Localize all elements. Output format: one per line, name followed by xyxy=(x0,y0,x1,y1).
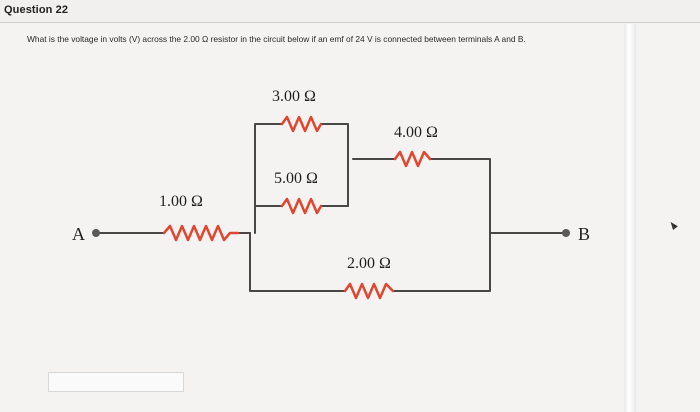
screen-glare-bar xyxy=(624,24,636,412)
question-title: Question 22 xyxy=(4,4,69,16)
terminal-a-dot xyxy=(92,229,100,237)
answer-input[interactable] xyxy=(48,372,184,392)
question-prompt: What is the voltage in volts (V) across the 2.00 Ω resistor in the circuit below if an emf of 24 V is connected between terminals A and B. xyxy=(27,34,526,44)
resistor-r4 xyxy=(395,152,430,166)
resistor-r3-label: 3.00 Ω xyxy=(272,88,316,105)
resistor-r1-label: 1.00 Ω xyxy=(159,193,203,210)
resistor-r1 xyxy=(164,226,238,240)
terminal-b-label: B xyxy=(578,224,591,244)
wire-lower-right xyxy=(393,159,490,291)
resistor-r5-label: 5.00 Ω xyxy=(274,170,318,187)
wire-lower-left xyxy=(250,233,345,291)
resistor-r5 xyxy=(282,199,321,213)
resistor-r2-label: 2.00 Ω xyxy=(347,255,391,272)
resistor-r3 xyxy=(282,117,321,131)
resistor-r4-label: 4.00 Ω xyxy=(394,124,438,141)
resistor-r2 xyxy=(345,284,393,298)
wire-upper-right xyxy=(321,124,348,206)
terminal-a-label: A xyxy=(72,224,85,244)
labels xyxy=(72,88,590,272)
terminal-b-dot xyxy=(562,229,570,237)
